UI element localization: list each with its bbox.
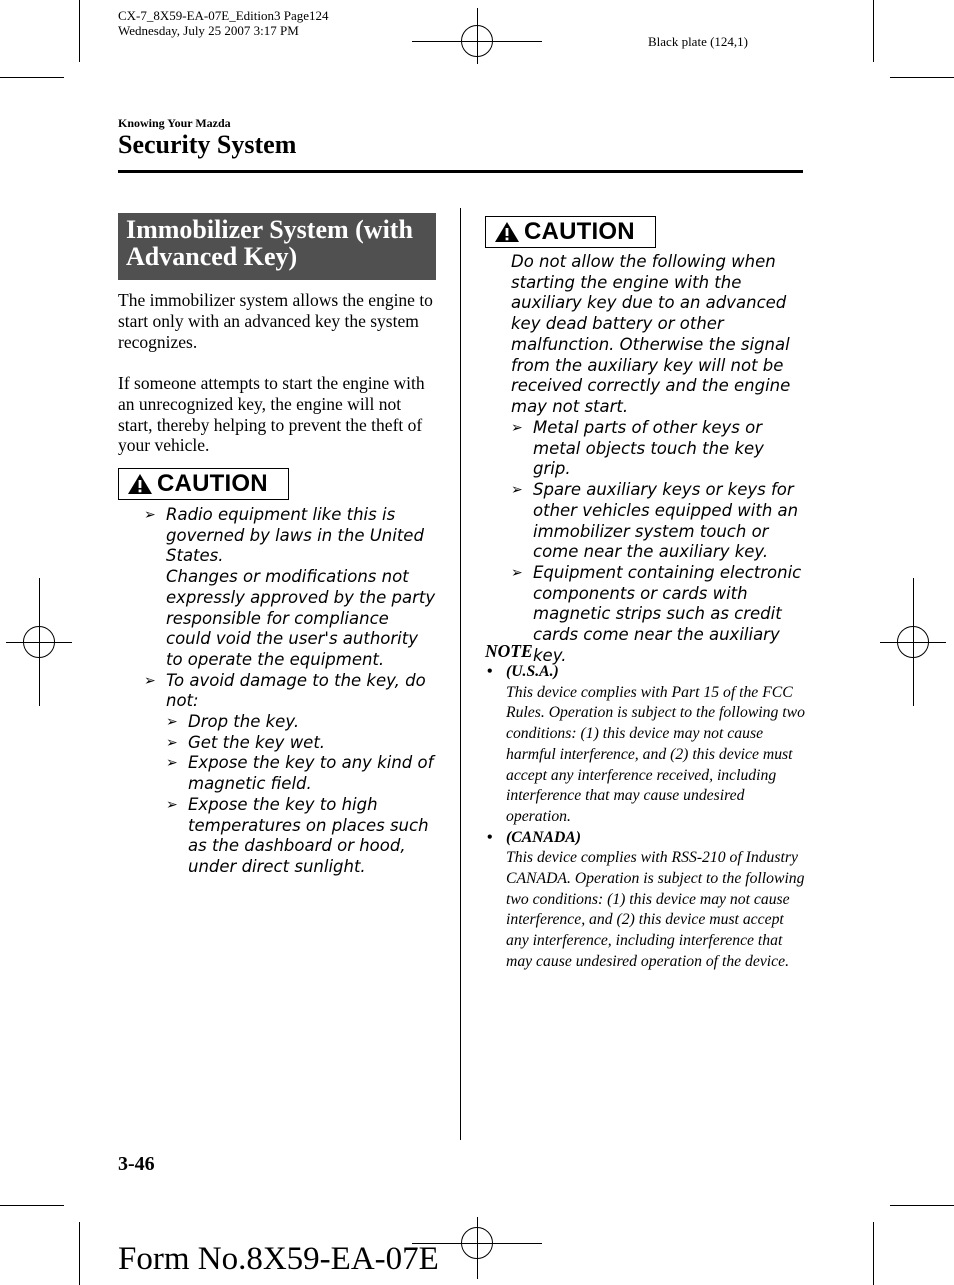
caution-list-left [144,505,436,878]
caution-label-box [118,468,289,500]
section-label: Knowing Your Mazda [118,116,231,130]
caution-item-text: Spare auxiliary keys or keys for other vehicles equipped with an immobilizer system touch or come near the auxiliary key. [533,480,799,562]
slug-line-2: Wednesday, July 25 2007 3:17 PM [118,23,299,38]
section-heading: Immobilizer System (with Advanced Key) [118,213,436,280]
arrowhead-bullet-icon: ➢ [144,507,156,523]
list-item [511,480,805,563]
column-divider [460,208,461,1140]
caution-label-box-right [485,216,656,248]
intro-paragraph: The immobilizer system allows the engine to start only with an advanced key the system recognizes. [118,290,433,352]
arrowhead-bullet-icon: ➢ [166,796,178,813]
caution-label: CAUTION [524,218,635,245]
arrowhead-bullet-icon: ➢ [166,734,178,751]
note-text: This device complies with RSS-210 of Industry CANADA. Operation is subject to the following two conditions: (1) this device may not cause interference, and (2) this device must accept any interference, including interference that may cause undesired operation of the device. [506,849,805,970]
page-title: Security System [118,130,297,159]
list-item [166,753,436,794]
arrowhead-bullet-icon: ➢ [166,755,178,772]
list-item [485,828,805,973]
print-slug [118,8,329,38]
form-number: Form No.8X59-EA-07E [118,1241,439,1277]
list-item [166,712,436,733]
arrowhead-bullet-icon: ➢ [511,564,523,581]
caution-item-text: Radio equipment like this is governed by laws in the United States. [166,505,424,566]
bullet-dot-icon: • [487,663,493,680]
header-rule [118,170,803,173]
caution-item-text: Equipment containing electronic components or cards with magnetic strips such as credit cards come near the auxiliary key. [533,562,802,665]
list-item [485,662,805,828]
list-item [144,505,436,671]
caution-sublist [166,712,436,878]
note-heading: (CANADA) [506,828,581,846]
arrowhead-bullet-icon: ➢ [511,482,523,499]
list-item [511,563,805,667]
theft-paragraph: If someone attempts to start the engine with an unrecognized key, the engine will not start, thereby helping to prevent the theft of your vehicle. [118,373,425,456]
note-title: NOTE [485,641,533,661]
caution-subitem-text: Expose the key to any kind of magnetic field. [188,753,434,794]
caution-item-text: To avoid damage to the key, do not: [166,670,426,711]
arrowhead-bullet-icon: ➢ [166,714,178,731]
warning-triangle-icon [127,473,153,495]
caution-item-text: Changes or modifications not expressly approved by the party responsible for compliance could void the user's authority to operate the equipment. [166,567,436,669]
caution-subitem-text: Expose the key to high temperatures on places such as the dashboard or hood, under direct sunlight. [188,794,429,876]
arrowhead-bullet-icon: ➢ [511,420,523,436]
caution-subitem-text: Drop the key. [188,712,300,732]
caution-list-right [511,418,805,666]
page-number: 3-46 [118,1153,155,1175]
arrowhead-bullet-icon: ➢ [144,672,156,689]
note-heading: (U.S.A.) [506,663,559,680]
bullet-dot-icon: • [487,828,493,846]
plate-label: Black plate (124,1) [648,34,748,49]
note-list [485,662,805,973]
list-item [166,733,436,754]
caution-subitem-text: Get the key wet. [188,732,326,752]
caution-intro-text: Do not allow the following when starting the engine with the auxiliary key due to an advanced key dead battery or other malfunction. Otherwise the signal from the auxiliary key will not be received correctly and the engine may not start. [511,252,791,416]
note-text: This device complies with Part 15 of the FCC Rules. Operation is subject to the following two conditions: (1) this device may not cause harmful interference, and (2) this device must accept any interference received, including interference that may cause undesired operation. [506,683,805,825]
warning-triangle-icon [494,221,520,243]
list-item [511,418,805,480]
caution-label: CAUTION [157,470,268,497]
list-item [144,671,436,878]
slug-line-1: CX-7_8X59-EA-07E_Edition3 Page124 [118,8,329,23]
list-item [166,795,436,878]
caution-item-text: Metal parts of other keys or metal objects touch the key grip. [533,418,764,479]
